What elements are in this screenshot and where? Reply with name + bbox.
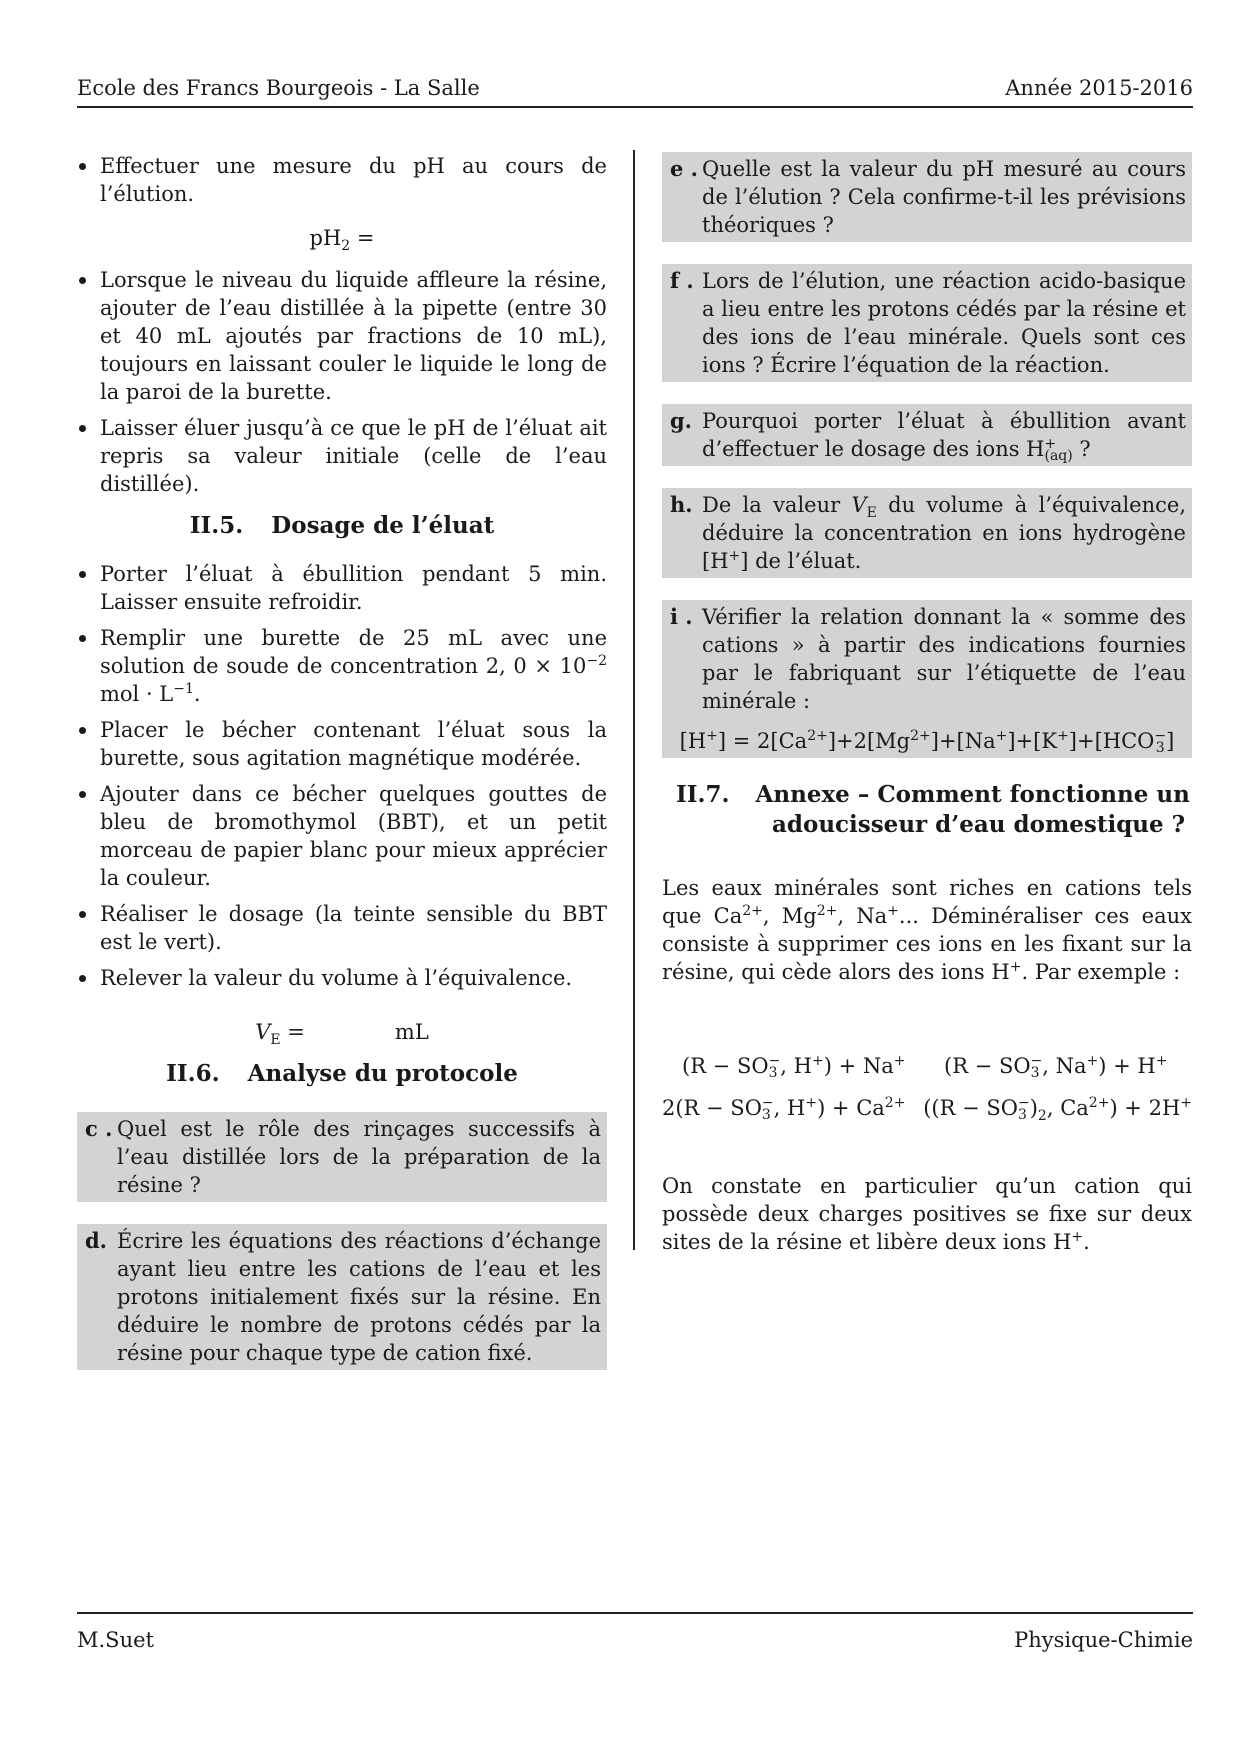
section-title-dosage: II.5. Dosage de l’éluat: [189, 512, 495, 539]
bullet-icon: [79, 635, 86, 642]
footer-subject: Physique-Chimie: [1014, 1628, 1193, 1652]
question-i: i . Vérifier la relation donnant la « somme des cations » à partir des indications fournies par le fabriquant sur l’étiquette de l’eau minérale : $[H^+] = 2[Ca^{2+}]+2[Mg^{2+}]+[Na^+]+[K^+]+[HCO$ − 3 ]: [662, 600, 1192, 758]
exchange-reactions: [662, 1052, 1192, 1125]
elution-steps: [77, 152, 607, 208]
bullet-icon: [79, 425, 86, 432]
bullet-icon: [79, 791, 86, 798]
cation-sum-formula: $[H^+] = 2[Ca^{2+}]+2[Mg^{2+}]+[Na^+]+[K^+]+[HCO$ − 3 ]: [679, 727, 1175, 756]
header-year: Année 2015-2016: [1005, 76, 1193, 100]
question-c: c . Quel est le rôle des rinçages successifs à l’eau distillée lors de la préparation de la résine ?: [77, 1112, 607, 1202]
page-header: [77, 74, 1193, 108]
dosage-steps: [77, 560, 607, 992]
footer-author: M.Suet: [77, 1628, 154, 1652]
question-f: f . Lors de l’élution, une réaction acido-basique a lieu entre les protons cédés par la résine et des ions de l’eau minérale. Quels sont ces ions ? Écrire l’équation de la réaction.: [662, 264, 1192, 382]
left-column: [77, 152, 607, 1392]
list-item: Réaliser le dosage (la teinte sensible du BBT est le vert).: [77, 900, 607, 956]
list-item: Effectuer une mesure du pH au cours de l’élution.: [77, 152, 607, 208]
column-divider: [633, 150, 635, 1250]
right-column: [662, 152, 1192, 1256]
list-item: Ajouter dans ce bécher quelques gouttes de bleu de bromothymol (BBT), et un petit morceau de papier blanc pour mieux apprécier la couleur.: [77, 780, 607, 892]
header-school: Ecole des Francs Bourgeois - La Salle: [77, 76, 480, 100]
annexe-intro: Les eaux minérales sont riches en cations tels que $Ca^{2+}$, $Mg^{2+}$, Na+... Déminéraliser ces eaux consiste à supprimer ces ions en les fixant sur la résine, qui cède alors des ions H+. Par exemple :: [662, 876, 1192, 984]
bullet-icon: [79, 277, 86, 284]
list-item: Lorsque le niveau du liquide affleure la résine, ajouter de l’eau distillée à la pipette (entre 30 et 40 mL ajoutés par fractions de 10 mL), toujours en laissant couler le liquide le long de la paroi de la burette.: [77, 266, 607, 406]
bullet-icon: [79, 163, 86, 170]
elution-steps-2: [77, 266, 607, 498]
section-title-annexe: II.7. Annexe – Comment fonctionne un adoucisseur d’eau domestique ?: [676, 781, 1190, 838]
bullet-icon: [79, 727, 86, 734]
bullet-icon: [79, 911, 86, 918]
annexe-conclusion: On constate en particulier qu’un cation qui possède deux charges positives se fixe sur deux sites de la résine et libère deux ions H+.: [662, 1174, 1192, 1254]
reaction-row-sodium: (R − SO − 3 , H+) + Na+ (R − SO − 3 , Na+) + H+: [682, 1052, 1168, 1081]
ph2-equation: $pH_2$ =: [309, 226, 375, 255]
page-footer: [77, 1612, 1193, 1652]
list-item: Remplir une burette de 25 mL avec une solution de soude de concentration 2, $0 \times 10^{-2}$ mol · $L^{-1}$.: [77, 624, 607, 708]
list-item: Porter l’éluat à ébullition pendant 5 min. Laisser ensuite refroidir.: [77, 560, 607, 616]
list-item: Relever la valeur du volume à l’équivalence.: [77, 964, 607, 992]
bullet-icon: [79, 571, 86, 578]
list-item: Placer le bécher contenant l’éluat sous la burette, sous agitation magnétique modérée.: [77, 716, 607, 772]
question-d: d. Écrire les équations des réactions d’échange ayant lieu entre les cations de l’eau et les protons initialement fixés sur la résine. En déduire le nombre de protons cédés par la résine pour chaque type de cation fixé.: [77, 1224, 607, 1370]
section-title-analyse: II.6. Analyse du protocole: [166, 1060, 518, 1087]
h-aq-scripts: + (aq): [1044, 435, 1073, 464]
question-e: e . Quelle est la valeur du pH mesuré au cours de l’élution ? Cela confirme-t-il les prévisions théoriques ?: [662, 152, 1192, 242]
bullet-icon: [79, 975, 86, 982]
question-h: h. De la valeur $V_E$ du volume à l’équivalence, déduire la concentration en ions hydrogène [H+] de l’éluat.: [662, 488, 1192, 578]
list-item: Laisser éluer jusqu’à ce que le pH de l’éluat ait repris sa valeur initiale (celle de l’eau distillée).: [77, 414, 607, 498]
question-g: g. Pourquoi porter l’éluat à ébullition avant d’effectuer le dosage des ions H + (aq) ?: [662, 404, 1192, 466]
ve-equation: $V_E$ = mL: [255, 1020, 429, 1049]
reaction-row-calcium: 2(R − SO − 3 , $H^+) + Ca^{2+}$ ((R − SO − 3 )$_2$, $Ca^{2+}) + 2H^+$: [662, 1094, 1192, 1125]
